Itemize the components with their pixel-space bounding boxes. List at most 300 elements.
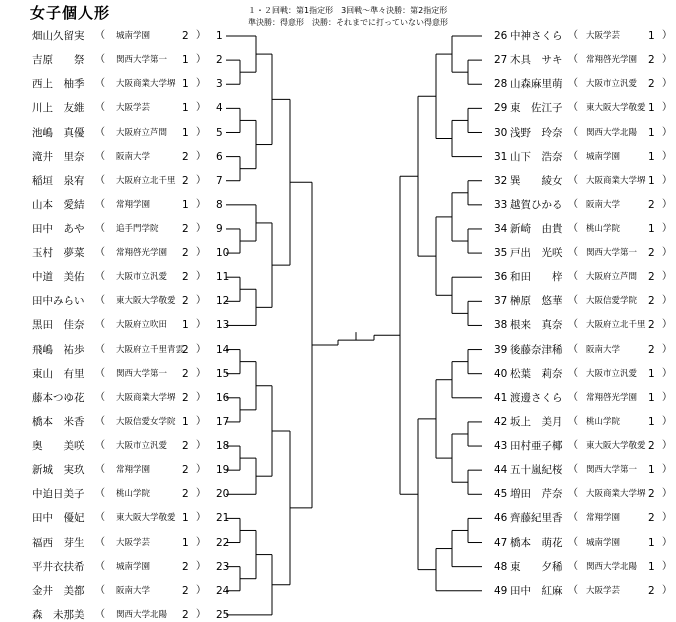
paren-close: ） bbox=[662, 150, 672, 162]
paren-open: （ bbox=[568, 488, 578, 500]
school-name: 桃山学院 bbox=[586, 416, 621, 427]
player-name: 山下 浩奈 bbox=[510, 150, 563, 163]
entry-number: 7 bbox=[216, 174, 223, 187]
player-name: 後藤奈津稀 bbox=[510, 343, 563, 356]
school-name: 大阪府立北千里 bbox=[116, 175, 176, 186]
paren-close: ） bbox=[196, 584, 206, 596]
grade: 2 bbox=[182, 343, 189, 356]
player-name: 新崎 由貴 bbox=[510, 223, 563, 235]
paren-open: （ bbox=[568, 367, 578, 379]
paren-close: ） bbox=[662, 343, 672, 355]
paren-open: （ bbox=[95, 174, 105, 186]
grade: 2 bbox=[182, 584, 189, 597]
list-item bbox=[0, 608, 240, 622]
grade: 2 bbox=[648, 512, 655, 525]
entry-number: 44 bbox=[494, 464, 508, 477]
player-name: 橋本 米香 bbox=[32, 415, 85, 428]
entry-number: 31 bbox=[494, 150, 508, 163]
player-name: 巽 綾女 bbox=[510, 174, 563, 187]
entry-number: 33 bbox=[494, 198, 508, 211]
player-name: 渡邊さくら bbox=[510, 391, 563, 404]
school-name: 大阪府立芦間 bbox=[116, 127, 168, 138]
school-name: 大阪市立汎愛 bbox=[586, 368, 638, 379]
paren-close: ） bbox=[662, 319, 672, 331]
paren-close: ） bbox=[662, 78, 672, 90]
paren-close: ） bbox=[196, 319, 206, 331]
entry-number: 9 bbox=[216, 223, 223, 235]
grade: 2 bbox=[648, 78, 655, 91]
paren-open: （ bbox=[568, 126, 578, 138]
grade: 2 bbox=[182, 30, 189, 42]
school-name: 関西大学北陽 bbox=[116, 609, 168, 620]
list-item bbox=[0, 101, 240, 115]
rules-note-rounds: １・２回戦：第1指定形 3回戦〜準々決勝：第2指定形 bbox=[248, 6, 448, 15]
grade: 1 bbox=[648, 391, 655, 404]
entry-number: 30 bbox=[494, 126, 508, 139]
paren-close: ） bbox=[196, 391, 206, 403]
paren-close: ） bbox=[662, 30, 672, 41]
player-name: 田中 紅麻 bbox=[510, 584, 563, 597]
grade: 1 bbox=[648, 30, 655, 42]
player-name: 稲垣 泉宥 bbox=[32, 174, 85, 187]
player-name: 滝井 里奈 bbox=[32, 150, 85, 163]
paren-close: ） bbox=[196, 608, 206, 620]
grade: 2 bbox=[182, 223, 189, 235]
paren-close: ） bbox=[662, 223, 672, 234]
paren-open: （ bbox=[568, 512, 578, 524]
list-item bbox=[0, 29, 240, 43]
grade: 1 bbox=[648, 464, 655, 477]
paren-close: ） bbox=[196, 247, 206, 259]
player-name: 金井 美都 bbox=[32, 584, 85, 597]
paren-open: （ bbox=[568, 78, 578, 90]
paren-open: （ bbox=[95, 343, 105, 355]
player-name: 根来 真奈 bbox=[510, 319, 563, 332]
list-item bbox=[488, 391, 676, 405]
grade: 1 bbox=[182, 126, 189, 139]
school-name: 大阪信愛学院 bbox=[586, 296, 638, 307]
list-item bbox=[488, 463, 676, 477]
paren-open: （ bbox=[95, 415, 105, 427]
school-name: 阪南大学 bbox=[116, 585, 151, 596]
player-name: 平井衣扶希 bbox=[32, 560, 85, 573]
grade: 1 bbox=[648, 126, 655, 139]
paren-open: （ bbox=[568, 174, 578, 186]
player-name: 浅野 玲奈 bbox=[510, 126, 563, 139]
school-name: 常翔啓光学園 bbox=[586, 392, 638, 403]
grade: 1 bbox=[182, 512, 189, 525]
school-name: 大阪信愛女学院 bbox=[116, 416, 176, 427]
paren-close: ） bbox=[196, 415, 206, 427]
entry-number: 14 bbox=[216, 343, 230, 356]
entry-number: 42 bbox=[494, 415, 508, 428]
grade: 2 bbox=[182, 391, 189, 404]
list-item bbox=[488, 270, 676, 284]
entry-number: 8 bbox=[216, 198, 223, 211]
player-name: 東 佐江子 bbox=[510, 102, 563, 115]
player-name: 橋本 萌花 bbox=[510, 536, 563, 549]
paren-close: ） bbox=[662, 126, 672, 138]
school-name: 阪南大学 bbox=[586, 199, 621, 210]
player-name: 新城 実玖 bbox=[32, 464, 85, 477]
entry-number: 38 bbox=[494, 319, 508, 332]
paren-open: （ bbox=[568, 247, 578, 259]
paren-open: （ bbox=[95, 198, 105, 210]
grade: 1 bbox=[648, 223, 655, 235]
page-title: 女子個人形 bbox=[30, 4, 111, 22]
paren-open: （ bbox=[95, 78, 105, 90]
school-name: 常翔学園 bbox=[116, 199, 151, 210]
grade: 2 bbox=[182, 247, 189, 260]
list-item bbox=[488, 246, 676, 260]
paren-close: ） bbox=[196, 464, 206, 476]
paren-close: ） bbox=[196, 488, 206, 500]
paren-close: ） bbox=[662, 102, 672, 114]
grade: 2 bbox=[182, 488, 189, 501]
paren-close: ） bbox=[196, 295, 206, 307]
list-item bbox=[0, 584, 240, 598]
entry-number: 19 bbox=[216, 464, 230, 477]
list-item bbox=[0, 487, 240, 501]
paren-open: （ bbox=[95, 319, 105, 331]
paren-close: ） bbox=[196, 198, 206, 210]
list-item bbox=[488, 343, 676, 357]
grade: 2 bbox=[182, 271, 189, 284]
paren-open: （ bbox=[568, 536, 578, 548]
grade: 2 bbox=[182, 608, 189, 621]
paren-open: （ bbox=[568, 295, 578, 307]
entry-number: 25 bbox=[216, 608, 230, 621]
player-name: 越賀ひかる bbox=[510, 198, 563, 211]
player-name: 西上 柚季 bbox=[32, 78, 85, 91]
grade: 1 bbox=[182, 78, 189, 91]
entry-number: 24 bbox=[216, 584, 230, 597]
player-name: 戸出 光咲 bbox=[510, 247, 563, 260]
school-name: 城南学園 bbox=[586, 537, 621, 548]
player-name: 木具 サキ bbox=[510, 54, 563, 67]
grade: 2 bbox=[648, 247, 655, 260]
list-item bbox=[0, 536, 240, 550]
entry-number: 2 bbox=[216, 54, 223, 67]
paren-open: （ bbox=[568, 343, 578, 355]
grade: 1 bbox=[182, 319, 189, 332]
entry-number: 20 bbox=[216, 488, 230, 501]
paren-close: ） bbox=[196, 150, 206, 162]
school-name: 大阪府立芦間 bbox=[586, 272, 638, 283]
school-name: 城南学園 bbox=[116, 31, 151, 41]
school-name: 城南学園 bbox=[116, 561, 151, 572]
entry-number: 17 bbox=[216, 415, 230, 428]
school-name: 大阪府立北千里 bbox=[586, 320, 646, 331]
paren-open: （ bbox=[568, 271, 578, 283]
grade: 1 bbox=[648, 150, 655, 163]
paren-open: （ bbox=[568, 464, 578, 476]
grade: 2 bbox=[182, 174, 189, 187]
list-item bbox=[0, 246, 240, 260]
paren-open: （ bbox=[568, 560, 578, 572]
paren-open: （ bbox=[95, 584, 105, 596]
school-name: 城南学園 bbox=[586, 151, 621, 162]
paren-open: （ bbox=[95, 223, 105, 234]
school-name: 大阪学芸 bbox=[586, 31, 621, 41]
paren-open: （ bbox=[95, 126, 105, 138]
entry-number: 32 bbox=[494, 174, 508, 187]
school-name: 常翔啓光学園 bbox=[116, 248, 168, 259]
player-name: 中道 美佑 bbox=[32, 271, 85, 284]
entry-number: 35 bbox=[494, 247, 508, 260]
school-name: 桃山学院 bbox=[586, 224, 621, 234]
paren-open: （ bbox=[95, 102, 105, 114]
paren-close: ） bbox=[662, 584, 672, 596]
list-item bbox=[0, 77, 240, 91]
entry-number: 18 bbox=[216, 440, 230, 452]
paren-open: （ bbox=[568, 54, 578, 66]
paren-close: ） bbox=[196, 174, 206, 186]
list-item bbox=[488, 222, 676, 236]
list-item bbox=[0, 415, 240, 429]
list-item bbox=[488, 126, 676, 140]
player-name: 黒田 佳奈 bbox=[32, 319, 85, 332]
school-name: 東大阪大学敬愛 bbox=[586, 103, 646, 114]
grade: 2 bbox=[648, 295, 655, 308]
grade: 2 bbox=[182, 367, 189, 380]
paren-close: ） bbox=[196, 440, 206, 451]
paren-close: ） bbox=[662, 367, 672, 379]
list-item bbox=[0, 367, 240, 381]
player-name: 田中 あや bbox=[32, 223, 85, 235]
grade: 1 bbox=[648, 536, 655, 549]
paren-open: （ bbox=[95, 512, 105, 524]
grade: 1 bbox=[648, 102, 655, 115]
entry-number: 34 bbox=[494, 223, 508, 235]
list-item bbox=[488, 53, 676, 67]
school-name: 常翔啓光学園 bbox=[586, 55, 638, 66]
list-item bbox=[488, 536, 676, 550]
entry-number: 3 bbox=[216, 78, 223, 91]
paren-close: ） bbox=[662, 271, 672, 283]
player-name: 奥 美咲 bbox=[32, 440, 85, 452]
paren-close: ） bbox=[662, 391, 672, 403]
paren-open: （ bbox=[95, 30, 105, 41]
entry-number: 43 bbox=[494, 440, 508, 452]
entry-number: 26 bbox=[494, 30, 508, 42]
paren-close: ） bbox=[662, 174, 672, 186]
player-name: 五十嵐紀桜 bbox=[510, 464, 563, 477]
grade: 1 bbox=[182, 54, 189, 67]
list-item bbox=[0, 270, 240, 284]
entry-number: 1 bbox=[216, 30, 223, 42]
paren-close: ） bbox=[662, 536, 672, 548]
grade: 1 bbox=[648, 415, 655, 428]
entry-number: 40 bbox=[494, 367, 508, 380]
entry-number: 6 bbox=[216, 150, 223, 163]
paren-open: （ bbox=[568, 223, 578, 234]
player-name: 畑山久留実 bbox=[32, 30, 85, 42]
player-name: 田中みらい bbox=[32, 295, 85, 308]
player-name: 田村亜子椰 bbox=[510, 440, 563, 452]
grade: 2 bbox=[182, 440, 189, 452]
paren-open: （ bbox=[95, 536, 105, 548]
paren-open: （ bbox=[95, 608, 105, 620]
paren-close: ） bbox=[662, 464, 672, 476]
entry-number: 46 bbox=[494, 512, 508, 525]
school-name: 大阪商業大学堺 bbox=[116, 79, 176, 90]
paren-close: ） bbox=[662, 488, 672, 500]
school-name: 東大阪大学敬愛 bbox=[116, 296, 176, 307]
player-name: 森 未那美 bbox=[32, 608, 85, 621]
grade: 2 bbox=[182, 464, 189, 477]
school-name: 大阪商業大学堺 bbox=[586, 489, 646, 500]
entry-number: 23 bbox=[216, 560, 230, 573]
grade: 2 bbox=[648, 54, 655, 67]
list-item bbox=[0, 294, 240, 308]
entry-number: 36 bbox=[494, 271, 508, 284]
paren-open: （ bbox=[95, 367, 105, 379]
player-name: 藤本つゆ花 bbox=[32, 391, 85, 404]
paren-open: （ bbox=[568, 440, 578, 451]
entry-number: 5 bbox=[216, 126, 223, 139]
list-item bbox=[488, 77, 676, 91]
list-item bbox=[488, 29, 676, 43]
paren-open: （ bbox=[568, 415, 578, 427]
paren-open: （ bbox=[95, 150, 105, 162]
school-name: 関西大学第一 bbox=[586, 465, 638, 476]
list-item bbox=[0, 198, 240, 212]
paren-open: （ bbox=[95, 54, 105, 66]
player-name: 松葉 莉奈 bbox=[510, 367, 563, 380]
list-item bbox=[0, 391, 240, 405]
school-name: 大阪商業大学堺 bbox=[116, 392, 176, 403]
grade: 1 bbox=[182, 536, 189, 549]
school-name: 桃山学院 bbox=[116, 489, 151, 500]
entry-number: 16 bbox=[216, 391, 230, 404]
player-name: 中神さくら bbox=[510, 30, 563, 42]
entry-number: 48 bbox=[494, 560, 508, 573]
paren-close: ） bbox=[196, 512, 206, 524]
player-name: 増田 芹奈 bbox=[510, 488, 563, 501]
entry-number: 39 bbox=[494, 343, 508, 356]
list-item bbox=[488, 198, 676, 212]
entry-number: 10 bbox=[216, 247, 230, 260]
list-item bbox=[0, 439, 240, 453]
school-name: 大阪学芸 bbox=[586, 585, 621, 596]
paren-close: ） bbox=[196, 560, 206, 572]
player-name: 山本 愛結 bbox=[32, 198, 85, 211]
grade: 2 bbox=[648, 488, 655, 501]
school-name: 大阪学芸 bbox=[116, 103, 151, 114]
player-name: 飛嶋 祐歩 bbox=[32, 343, 85, 356]
school-name: 関西大学第一 bbox=[116, 55, 168, 66]
list-item bbox=[488, 560, 676, 574]
paren-close: ） bbox=[662, 440, 672, 451]
list-item bbox=[488, 487, 676, 501]
paren-open: （ bbox=[568, 30, 578, 41]
paren-close: ） bbox=[662, 54, 672, 66]
list-item bbox=[0, 174, 240, 188]
list-item bbox=[0, 222, 240, 236]
paren-close: ） bbox=[196, 223, 206, 234]
paren-close: ） bbox=[662, 295, 672, 307]
grade: 1 bbox=[182, 415, 189, 428]
school-name: 関西大学第一 bbox=[116, 368, 168, 379]
school-name: 常翔学園 bbox=[586, 513, 621, 524]
school-name: 大阪市立汎愛 bbox=[586, 79, 638, 90]
grade: 1 bbox=[182, 198, 189, 211]
player-name: 玉村 夢菜 bbox=[32, 247, 85, 260]
player-name: 坂上 美月 bbox=[510, 415, 563, 428]
entry-number: 41 bbox=[494, 391, 508, 404]
paren-open: （ bbox=[95, 247, 105, 259]
entry-number: 21 bbox=[216, 512, 230, 525]
paren-open: （ bbox=[95, 295, 105, 307]
paren-open: （ bbox=[95, 271, 105, 283]
list-item bbox=[488, 584, 676, 598]
paren-open: （ bbox=[568, 102, 578, 114]
player-name: 榊原 悠華 bbox=[510, 295, 563, 308]
school-name: 関西大学北陽 bbox=[586, 561, 638, 572]
entry-number: 49 bbox=[494, 584, 508, 597]
entry-number: 47 bbox=[494, 536, 508, 549]
list-item bbox=[0, 560, 240, 574]
list-item bbox=[488, 294, 676, 308]
paren-close: ） bbox=[196, 54, 206, 66]
list-item bbox=[0, 463, 240, 477]
school-name: 阪南大学 bbox=[586, 344, 621, 355]
player-name: 福西 芽生 bbox=[32, 536, 85, 549]
school-name: 大阪府立千里青雲 bbox=[116, 344, 185, 355]
entry-number: 15 bbox=[216, 367, 230, 380]
paren-close: ） bbox=[196, 78, 206, 90]
paren-close: ） bbox=[662, 415, 672, 427]
paren-close: ） bbox=[196, 271, 206, 283]
school-name: 大阪商業大学堺 bbox=[586, 175, 646, 186]
list-item bbox=[488, 511, 676, 525]
grade: 2 bbox=[648, 271, 655, 284]
school-name: 関西大学第一 bbox=[586, 248, 638, 259]
paren-close: ） bbox=[662, 560, 672, 572]
grade: 1 bbox=[648, 367, 655, 380]
player-name: 中迫日美子 bbox=[32, 488, 85, 501]
player-name: 和田 梓 bbox=[510, 271, 563, 284]
list-item bbox=[488, 174, 676, 188]
grade: 2 bbox=[182, 295, 189, 308]
school-name: 関西大学北陽 bbox=[586, 127, 638, 138]
list-item bbox=[0, 343, 240, 357]
grade: 2 bbox=[182, 150, 189, 163]
entry-number: 45 bbox=[494, 488, 508, 501]
school-name: 大阪市立汎愛 bbox=[116, 272, 168, 283]
list-item bbox=[488, 150, 676, 164]
paren-close: ） bbox=[662, 198, 672, 210]
grade: 2 bbox=[648, 440, 655, 452]
school-name: 阪南大学 bbox=[116, 151, 151, 162]
player-name: 東山 有里 bbox=[32, 367, 85, 380]
grade: 1 bbox=[648, 174, 655, 187]
entry-number: 4 bbox=[216, 102, 223, 115]
entry-number: 28 bbox=[494, 78, 508, 91]
list-item bbox=[488, 415, 676, 429]
school-name: 大阪市立汎愛 bbox=[116, 441, 168, 451]
player-name: 田中 優妃 bbox=[32, 512, 85, 525]
player-name: 東 夕稀 bbox=[510, 560, 563, 573]
list-item bbox=[488, 439, 676, 453]
list-item bbox=[488, 101, 676, 115]
list-item bbox=[0, 511, 240, 525]
paren-open: （ bbox=[568, 319, 578, 331]
rules-note-finals: 準決勝：得意形 決勝：それまでに打っていない得意形 bbox=[248, 18, 448, 27]
list-item bbox=[488, 367, 676, 381]
paren-close: ） bbox=[662, 512, 672, 524]
